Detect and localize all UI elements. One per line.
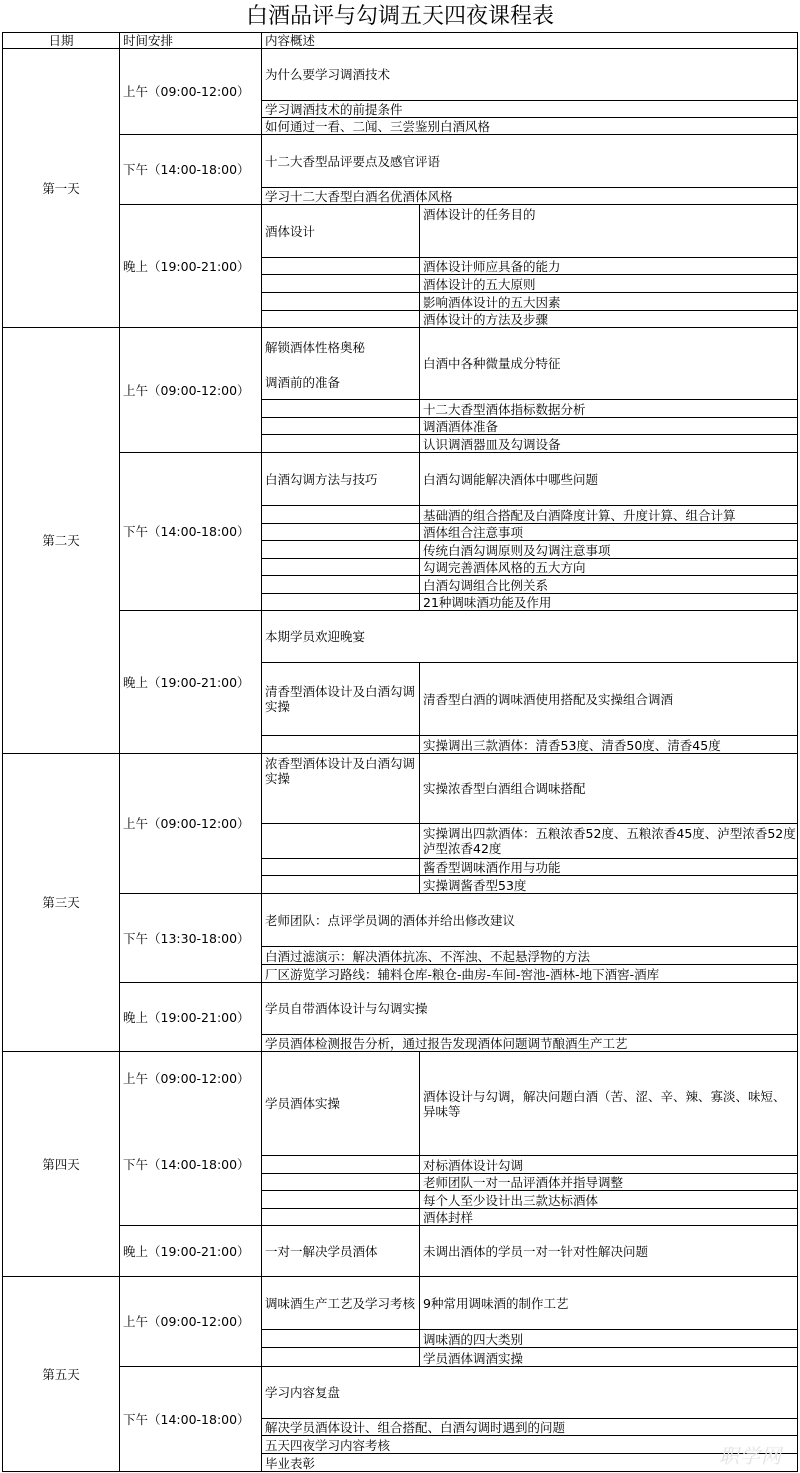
content-item: 酒体设计的五大原则 xyxy=(420,275,798,293)
day-label: 第五天 xyxy=(2,1277,120,1472)
content-item: 未调出酒体的学员一对一针对性解决问题 xyxy=(420,1226,798,1277)
content-item: 酱香型调味酒作用与功能 xyxy=(420,859,798,876)
session-topic: 酒体设计 xyxy=(262,205,420,258)
empty-cell xyxy=(262,293,420,311)
content-item: 调酒酒体准备 xyxy=(420,418,798,435)
session-time: 晚上（19:00-21:00） xyxy=(120,205,262,328)
content-item: 酒体设计师应具备的能力 xyxy=(420,258,798,275)
empty-cell xyxy=(262,859,420,876)
empty-cell xyxy=(262,400,420,418)
content-item: 学习调酒技术的前提条件 xyxy=(262,101,798,118)
content-item: 白酒中各种微量成分特征 xyxy=(420,328,798,400)
content-item: 十二大香型酒体指标数据分析 xyxy=(420,400,798,418)
session-time: 上午（09:00-12:00） xyxy=(120,328,262,453)
empty-cell xyxy=(262,524,420,541)
content-item: 酒体封样 xyxy=(420,1209,798,1226)
page-title: 白酒品评与勾调五天四夜课程表 xyxy=(245,4,554,29)
content-item: 传统白酒勾调原则及勾调注意事项 xyxy=(420,541,798,559)
empty-cell xyxy=(262,435,420,453)
content-item: 学员自带酒体设计与勾调实操 xyxy=(262,983,798,1035)
watermark: 职学网 xyxy=(719,1444,782,1468)
empty-cell xyxy=(262,594,420,611)
content-item: 白酒过滤演示：解决酒体抗冻、不浑浊、不起悬浮物的方法 xyxy=(262,947,798,965)
session-time: 上午（09:00-12:00） xyxy=(120,1052,262,1104)
content-item: 实操调酱香型53度 xyxy=(420,876,798,894)
day-label: 第三天 xyxy=(2,754,120,1052)
empty-cell xyxy=(262,275,420,293)
session-topic: 调味酒生产工艺及学习考核 xyxy=(262,1277,420,1330)
content-item: 21种调味酒功能及作用 xyxy=(420,594,798,611)
session-time: 上午（09:00-12:00） xyxy=(120,49,262,135)
content-item: 影响酒体设计的五大因素 xyxy=(420,293,798,311)
session-time: 下午（14:00-18:00） xyxy=(120,1367,262,1472)
empty-cell xyxy=(262,1330,420,1348)
session-time: 下午（14:00-18:00） xyxy=(120,1104,262,1226)
empty-cell xyxy=(262,506,420,524)
content-item: 十二大香型品评要点及感官评语 xyxy=(262,135,798,188)
content-item: 酒体设计的任务目的 xyxy=(420,205,798,258)
session-time: 上午（09:00-12:00） xyxy=(120,1277,262,1367)
day-label: 第二天 xyxy=(2,328,120,754)
session-time: 晚上（19:00-21:00） xyxy=(120,1226,262,1277)
session-time: 下午（13:30-18:00） xyxy=(120,894,262,983)
empty-cell xyxy=(262,311,420,328)
session-time: 下午（14:00-18:00） xyxy=(120,453,262,611)
content-item: 酒体设计的方法及步骤 xyxy=(420,311,798,328)
content-item: 学员酒体调酒实操 xyxy=(420,1348,798,1367)
session-topic: 解锁酒体性格奥秘 xyxy=(262,328,420,366)
content-item: 解决学员酒体设计、组合搭配、白酒勾调时遇到的问题 xyxy=(262,1419,798,1436)
empty-cell xyxy=(262,1348,420,1367)
content-item: 五天四夜学习内容考核 xyxy=(262,1436,798,1454)
content-item: 酒体设计与勾调，解决问题白酒（苦、涩、辛、辣、寡淡、味短、异味等 xyxy=(420,1052,798,1156)
content-item: 认识调酒器皿及勾调设备 xyxy=(420,435,798,453)
session-time: 晚上（19:00-21:00） xyxy=(120,611,262,754)
session-time: 下午（14:00-18:00） xyxy=(120,135,262,205)
content-item: 如何通过一看、二闻、三尝鉴别白酒风格 xyxy=(262,118,798,135)
content-item: 实操调出三款酒体：清香53度、清香50度、清香45度 xyxy=(420,736,798,754)
empty-cell xyxy=(262,824,420,859)
content-item: 基础酒的组合搭配及白酒降度计算、升度计算、组合计算 xyxy=(420,506,798,524)
session-topic: 白酒勾调方法与技巧 xyxy=(262,453,420,506)
content-item: 老师团队：点评学员调的酒体并给出修改建议 xyxy=(262,894,798,947)
content-item: 每个人至少设计出三款达标酒体 xyxy=(420,1191,798,1209)
header-time: 时间安排 xyxy=(120,32,262,49)
content-item: 9种常用调味酒的制作工艺 xyxy=(420,1277,798,1330)
empty-cell xyxy=(262,876,420,894)
empty-cell xyxy=(262,258,420,275)
content-item: 实操浓香型白酒组合调味搭配 xyxy=(420,754,798,824)
content-item: 对标酒体设计勾调 xyxy=(420,1156,798,1174)
session-note: 本期学员欢迎晚宴 xyxy=(262,611,798,663)
day-label: 第四天 xyxy=(2,1052,120,1277)
session-topic: 一对一解决学员酒体 xyxy=(262,1226,420,1277)
content-item: 实操调出四款酒体：五粮浓香52度、五粮浓香45度、泸型浓香52度 泸型浓香42度 xyxy=(420,824,798,859)
session-topic: 清香型酒体设计及白酒勾调实操 xyxy=(262,663,420,736)
session-topic: 浓香型酒体设计及白酒勾调实操 xyxy=(262,754,420,824)
empty-cell xyxy=(262,559,420,576)
empty-cell xyxy=(262,1174,420,1191)
content-item: 酒体组合注意事项 xyxy=(420,524,798,541)
session-time: 上午（09:00-12:00） xyxy=(120,754,262,894)
content-item: 为什么要学习调酒技术 xyxy=(262,49,798,101)
day-label: 第一天 xyxy=(2,49,120,328)
empty-cell xyxy=(262,1191,420,1209)
content-item: 学习十二大香型白酒名优酒体风格 xyxy=(262,188,798,205)
content-item: 厂区游览学习路线：辅料仓库-粮仓-曲房-车间-窖池-酒林-地下酒窖-酒库 xyxy=(262,965,798,983)
empty-cell xyxy=(262,736,420,754)
content-item: 白酒勾调组合比例关系 xyxy=(420,576,798,594)
empty-cell xyxy=(262,1209,420,1226)
session-topic: 调酒前的准备 xyxy=(262,366,420,400)
content-item: 毕业表彰 xyxy=(262,1454,798,1472)
empty-cell xyxy=(262,418,420,435)
content-item: 学员酒体检测报告分析，通过报告发现酒体问题调节酿酒生产工艺 xyxy=(262,1035,798,1052)
empty-cell xyxy=(262,1156,420,1174)
header-content: 内容概述 xyxy=(262,32,798,49)
empty-cell xyxy=(262,576,420,594)
empty-cell xyxy=(262,541,420,559)
header-date: 日期 xyxy=(2,32,120,49)
content-item: 调味酒的四大类别 xyxy=(420,1330,798,1348)
content-item: 勾调完善酒体风格的五大方向 xyxy=(420,559,798,576)
session-time: 晚上（19:00-21:00） xyxy=(120,983,262,1052)
content-item: 白酒勾调能解决酒体中哪些问题 xyxy=(420,453,798,506)
session-topic: 学员酒体实操 xyxy=(262,1052,420,1156)
content-item: 学习内容复盘 xyxy=(262,1367,798,1419)
content-item: 清香型白酒的调味酒使用搭配及实操组合调酒 xyxy=(420,663,798,736)
content-item: 老师团队一对一品评酒体并指导调整 xyxy=(420,1174,798,1191)
